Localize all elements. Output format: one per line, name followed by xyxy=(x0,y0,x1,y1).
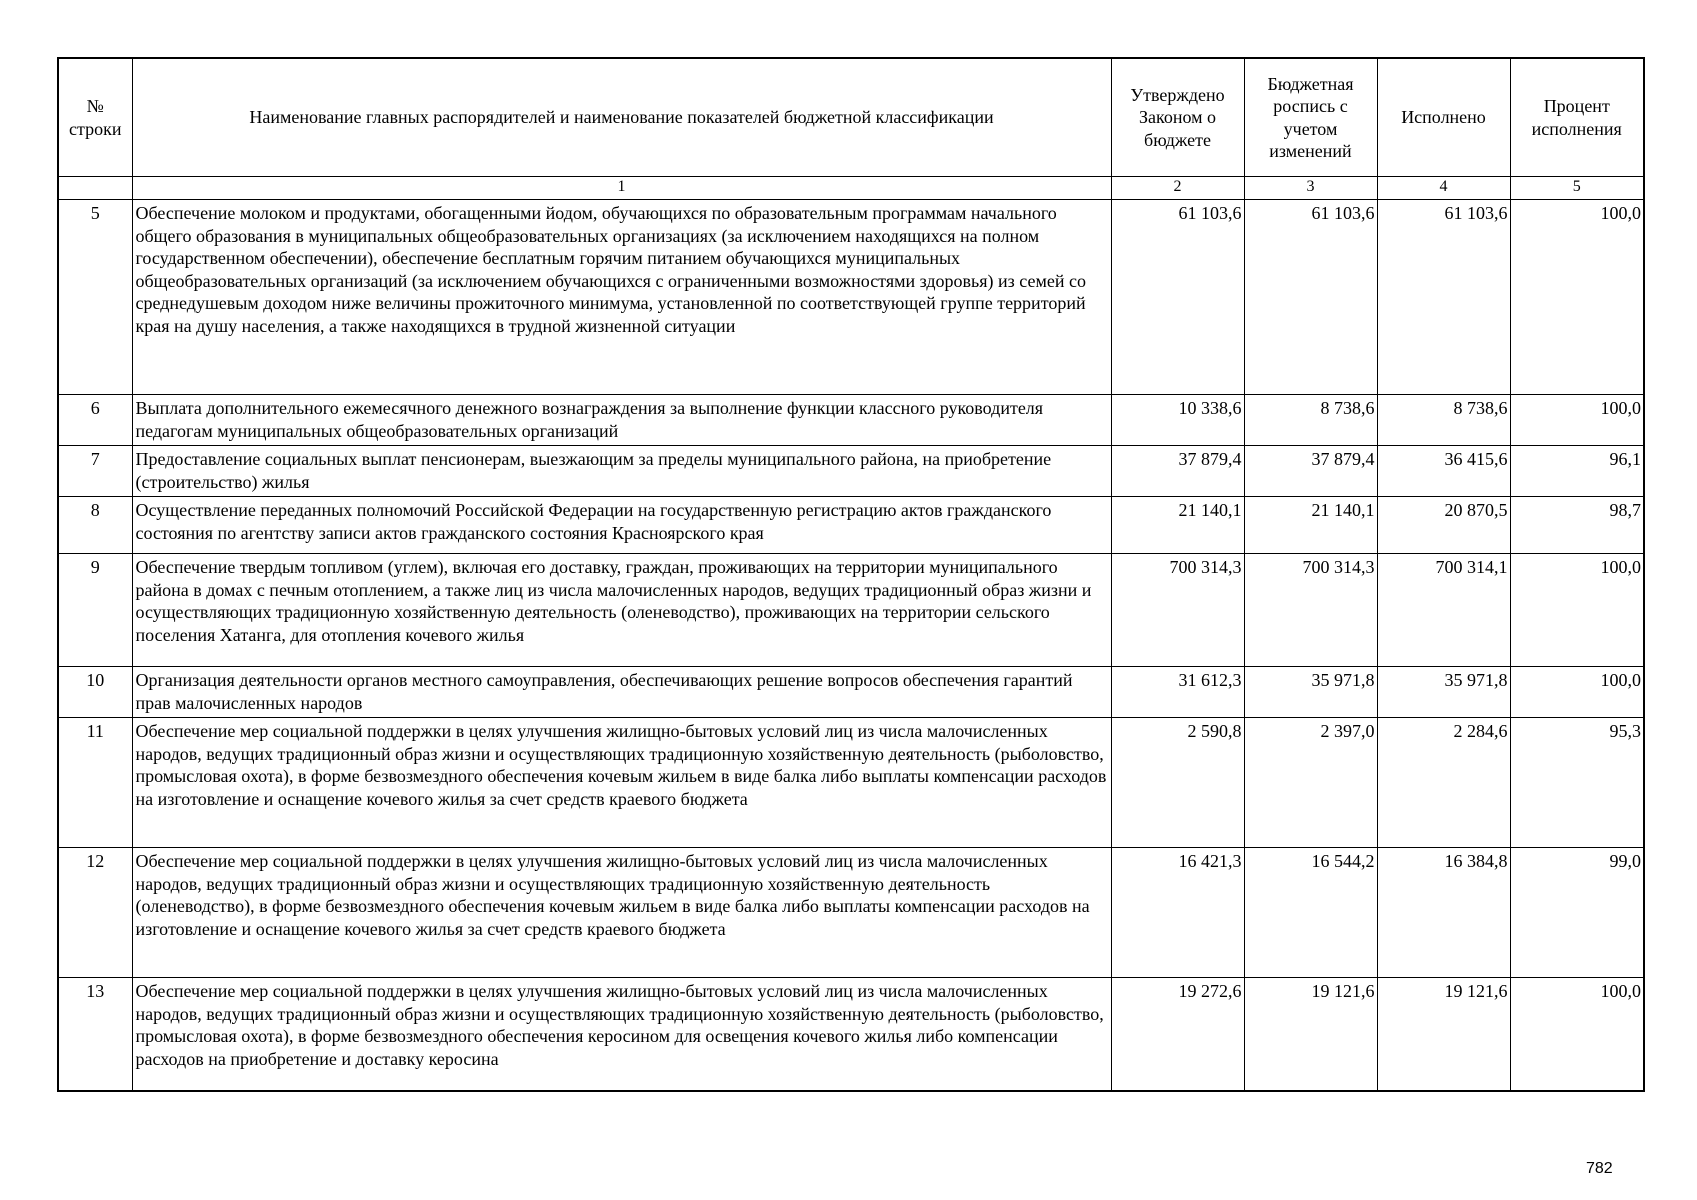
column-number: 5 xyxy=(1510,177,1644,200)
table-row xyxy=(58,667,1644,718)
row-schedule: 35 971,8 xyxy=(1244,667,1377,718)
table-row xyxy=(58,718,1644,848)
row-name: Организация деятельности органов местного самоуправления, обеспечивающих решение вопросов обеспечения гарантий прав малочисленных народов xyxy=(132,667,1111,718)
row-percent: 100,0 xyxy=(1510,200,1644,395)
row-percent: 95,3 xyxy=(1510,718,1644,848)
row-approved: 16 421,3 xyxy=(1111,848,1244,978)
row-executed: 35 971,8 xyxy=(1377,667,1510,718)
row-percent: 100,0 xyxy=(1510,395,1644,446)
table-row xyxy=(58,395,1644,446)
row-name: Выплата дополнительного ежемесячного денежного вознаграждения за выполнение функции классного руководителя педагогам муниципальных общеобразовательных организаций xyxy=(132,395,1111,446)
header-budget-schedule: Бюджетная роспись с учетом изменений xyxy=(1244,58,1377,177)
row-percent: 99,0 xyxy=(1510,848,1644,978)
header-row xyxy=(58,58,1644,177)
row-schedule: 19 121,6 xyxy=(1244,978,1377,1091)
row-approved: 19 272,6 xyxy=(1111,978,1244,1091)
row-name: Осуществление переданных полномочий Российской Федерации на государственную регистрацию актов гражданского состояния по агентству записи актов гражданского состояния Красноярского края xyxy=(132,497,1111,554)
column-number: 4 xyxy=(1377,177,1510,200)
row-approved: 700 314,3 xyxy=(1111,554,1244,667)
row-name: Обеспечение молоком и продуктами, обогащенными йодом, обучающихся по образовательным программам начального общего образования в муниципальных общеобразовательных организациях (за исключением находящихся на полном государственном обеспечении), обеспечение бесплатным горячим питанием обучающихся муниципальных общеобразовательных организаций (за исключением обучающихся с ограниченными возможностями здоровья) из семей со среднедушевым доходом ниже величины прожиточного минимума, установленной по соответствующей группе территорий края на душу населения, а также находящихся в трудной жизненной ситуации xyxy=(132,200,1111,395)
column-number: 2 xyxy=(1111,177,1244,200)
column-number-row xyxy=(58,177,1644,200)
row-percent: 100,0 xyxy=(1510,667,1644,718)
row-percent: 100,0 xyxy=(1510,978,1644,1091)
row-name: Обеспечение мер социальной поддержки в целях улучшения жилищно-бытовых условий лиц из числа малочисленных народов, ведущих традиционный образ жизни и осуществляющих традиционную хозяйственную деятельность (оленеводство), в форме безвозмездного обеспечения кочевым жильем в виде балка либо выплаты компенсации расходов на изготовление и оснащение кочевого жилья за счет средств краевого бюджета xyxy=(132,848,1111,978)
table-row xyxy=(58,497,1644,554)
table-row xyxy=(58,446,1644,497)
row-percent: 96,1 xyxy=(1510,446,1644,497)
row-schedule: 37 879,4 xyxy=(1244,446,1377,497)
row-name: Обеспечение твердым топливом (углем), включая его доставку, граждан, проживающих на территории муниципального района в домах с печным отоплением, а также лиц из числа малочисленных народов, ведущих традиционный образ жизни и осуществляющих традиционную хозяйственную деятельность (оленеводство), проживающих на территории сельского поселения Хатанга, для отопления кочевого жилья xyxy=(132,554,1111,667)
page-number: 782 xyxy=(1586,1160,1613,1177)
row-approved: 37 879,4 xyxy=(1111,446,1244,497)
row-approved: 61 103,6 xyxy=(1111,200,1244,395)
row-executed: 16 384,8 xyxy=(1377,848,1510,978)
row-number: 12 xyxy=(58,848,132,978)
header-name: Наименование главных распорядителей и наименование показателей бюджетной классификации xyxy=(132,58,1111,177)
column-number xyxy=(58,177,132,200)
row-executed: 2 284,6 xyxy=(1377,718,1510,848)
table-row xyxy=(58,554,1644,667)
row-approved: 10 338,6 xyxy=(1111,395,1244,446)
column-number: 1 xyxy=(132,177,1111,200)
row-executed: 61 103,6 xyxy=(1377,200,1510,395)
header-percent: Процент исполнения xyxy=(1510,58,1644,177)
row-number: 8 xyxy=(58,497,132,554)
row-name: Обеспечение мер социальной поддержки в целях улучшения жилищно-бытовых условий лиц из числа малочисленных народов, ведущих традиционный образ жизни и осуществляющих традиционную хозяйственную деятельность (рыболовство, промысловая охота), в форме безвозмездного обеспечения керосином для освещения кочевого жилья либо компенсации расходов на приобретение и доставку керосина xyxy=(132,978,1111,1091)
row-percent: 98,7 xyxy=(1510,497,1644,554)
row-schedule: 700 314,3 xyxy=(1244,554,1377,667)
row-name: Обеспечение мер социальной поддержки в целях улучшения жилищно-бытовых условий лиц из числа малочисленных народов, ведущих традиционный образ жизни и осуществляющих традиционную хозяйственную деятельность (рыболовство, промысловая охота), в форме безвозмездного обеспечения кочевым жильем в виде балка либо выплаты компенсации расходов на изготовление и оснащение кочевого жилья за счет средств краевого бюджета xyxy=(132,718,1111,848)
row-number: 11 xyxy=(58,718,132,848)
row-number: 10 xyxy=(58,667,132,718)
row-approved: 31 612,3 xyxy=(1111,667,1244,718)
row-executed: 20 870,5 xyxy=(1377,497,1510,554)
row-executed: 19 121,6 xyxy=(1377,978,1510,1091)
row-percent: 100,0 xyxy=(1510,554,1644,667)
row-executed: 36 415,6 xyxy=(1377,446,1510,497)
table-row xyxy=(58,978,1644,1091)
table-row xyxy=(58,848,1644,978)
header-row-no: № строки xyxy=(58,58,132,177)
row-executed: 700 314,1 xyxy=(1377,554,1510,667)
row-name: Предоставление социальных выплат пенсионерам, выезжающим за пределы муниципального района, на приобретение (строительство) жилья xyxy=(132,446,1111,497)
table-body xyxy=(58,200,1644,1091)
budget-execution-table xyxy=(57,57,1645,1092)
header-approved: Утверждено Законом о бюджете xyxy=(1111,58,1244,177)
row-schedule: 2 397,0 xyxy=(1244,718,1377,848)
row-number: 13 xyxy=(58,978,132,1091)
row-approved: 21 140,1 xyxy=(1111,497,1244,554)
row-approved: 2 590,8 xyxy=(1111,718,1244,848)
table-header xyxy=(58,58,1644,200)
row-schedule: 8 738,6 xyxy=(1244,395,1377,446)
row-number: 6 xyxy=(58,395,132,446)
row-number: 9 xyxy=(58,554,132,667)
column-number: 3 xyxy=(1244,177,1377,200)
row-number: 7 xyxy=(58,446,132,497)
row-schedule: 21 140,1 xyxy=(1244,497,1377,554)
header-executed: Исполнено xyxy=(1377,58,1510,177)
row-schedule: 16 544,2 xyxy=(1244,848,1377,978)
row-executed: 8 738,6 xyxy=(1377,395,1510,446)
table-row xyxy=(58,200,1644,395)
row-schedule: 61 103,6 xyxy=(1244,200,1377,395)
row-number: 5 xyxy=(58,200,132,395)
